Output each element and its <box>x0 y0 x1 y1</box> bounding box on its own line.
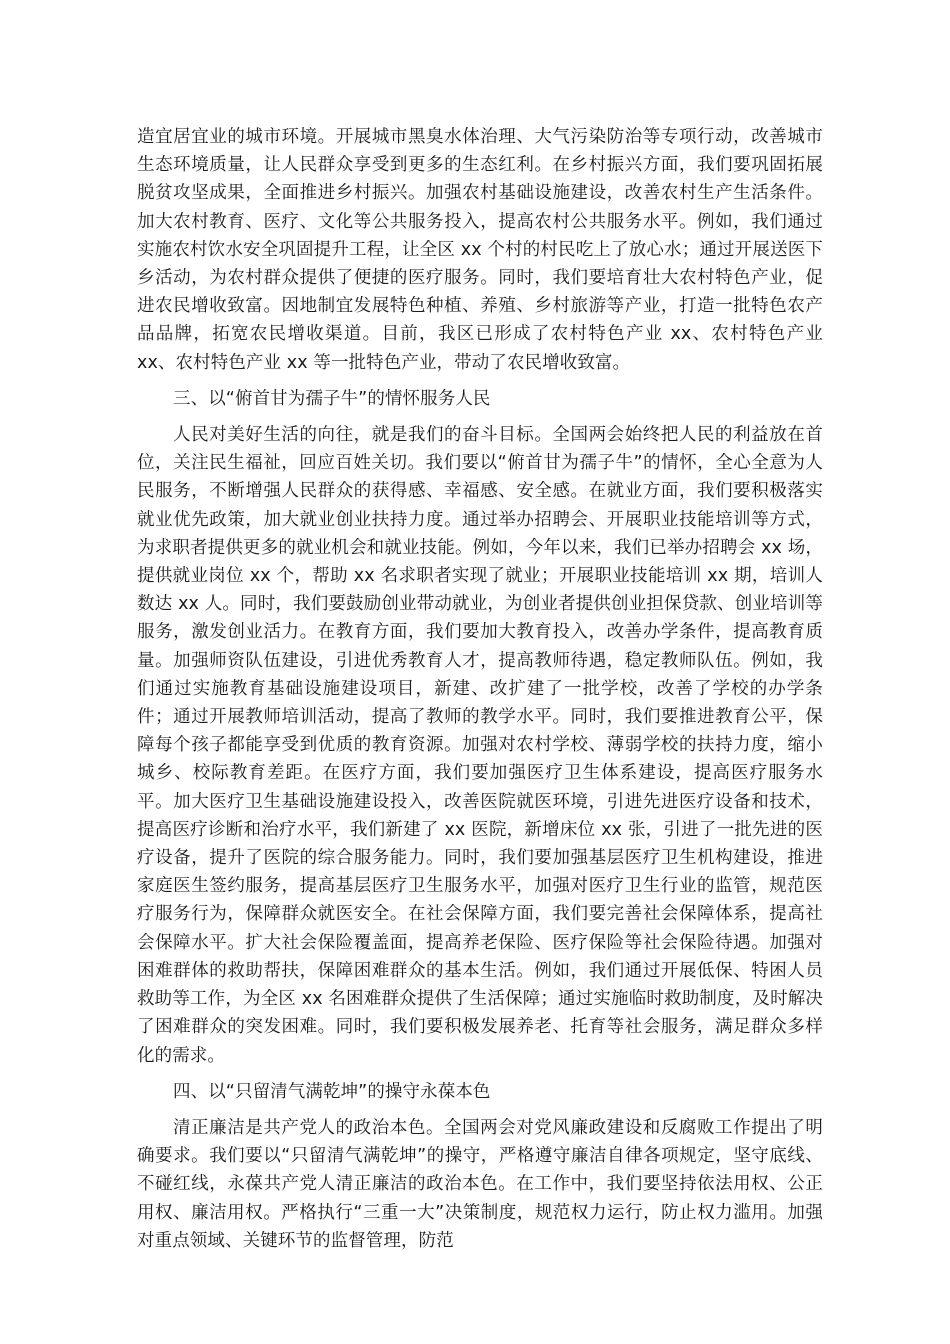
document-body <box>137 123 823 1255</box>
section-heading-three: 三、以“俯首甘为孺子牛”的情怀服务人民 <box>173 388 491 409</box>
section-heading-four: 四、以“只留清气满乾坤”的操守永葆本色 <box>173 1081 491 1102</box>
paragraph-rural-revitalization: 造宜居宜业的城市环境。开展城市黑臭水体治理、大气污染防治等专项行动，改善城市生态环境质量，让人民群众享受到更多的生态红利。在乡村振兴方面，我们要巩固拓展脱贫攻坚成果，全面推进乡村振兴。加强农村基础设施建设，改善农村生产生活条件。加大农村教育、医疗、文化等公共服务投入，提高农村公共服务水平。例如，我们通过实施农村饮水安全巩固提升工程，让全区 xx 个村的村民吃上了放心水；通过开展送医下乡活动，为农村群众提供了便捷的医疗服务。同时，我们要培育壮大农村特色产业，促进农民增收致富。因地制宜发展特色种植、养殖、乡村旅游等产业，打造一批特色农产品品牌，拓宽农民增收渠道。目前，我区已形成了农村特色产业 xx、农村特色产业 xx、农村特色产业 xx 等一批特色产业，带动了农民增收致富。 <box>137 127 823 373</box>
paragraph-integrity: 清正廉洁是共产党人的政治本色。全国两会对党风廉政建设和反腐败工作提出了明确要求。我们要以“只留清气满乾坤”的操守，严格遵守廉洁自律各项规定，坚守底线、不碰红线，永葆共产党人清正廉洁的政治本色。在工作中，我们要坚持依法用权、公正用权、廉洁用权。严格执行“三重一大”决策制度，规范权力运行，防止权力滥用。加强对重点领域、关键环节的监督管理，防范 <box>137 1117 823 1251</box>
paragraph-serve-people: 人民对美好生活的向往，就是我们的奋斗目标。全国两会始终把人民的利益放在首位，关注民生福祉，回应百姓关切。我们要以“俯首甘为孺子牛”的情怀，全心全意为人民服务，不断增强人民群众的获得感、幸福感、安全感。在就业方面，我们要积极落实就业优先政策，加大就业创业扶持力度。通过举办招聘会、开展职业技能培训等方式，为求职者提供更多的就业机会和就业技能。例如，今年以来，我们已举办招聘会 xx 场，提供就业岗位 xx 个，帮助 xx 名求职者实现了就业；开展职业技能培训 xx 期，培训人数达 xx 人。同时，我们要鼓励创业带动就业，为创业者提供创业担保贷款、创业培训等服务，激发创业活力。在教育方面，我们要加大教育投入，改善办学条件，提高教育质量。加强师资队伍建设，引进优秀教育人才，提高教师待遇，稳定教师队伍。例如，我们通过实施教育基础设施建设项目，新建、改扩建了一批学校，改善了学校的办学条件；通过开展教师培训活动，提高了教师的教学水平。同时，我们要推进教育公平，保障每个孩子都能享受到优质的教育资源。加强对农村学校、薄弱学校的扶持力度，缩小城乡、校际教育差距。在医疗方面，我们要加强医疗卫生体系建设，提高医疗服务水平。加大医疗卫生基础设施建设投入，改善医院就医环境，引进先进医疗设备和技术，提高医疗诊断和治疗水平，我们新建了 xx 医院，新增床位 xx 张，引进了一批先进的医疗设备，提升了医院的综合服务能力。同时，我们要加强基层医疗卫生机构建设，推进家庭医生签约服务，提高基层医疗卫生服务水平，加强对医疗卫生行业的监管，规范医疗服务行为，保障群众就医安全。在社会保障方面，我们要完善社会保障体系，提高社会保障水平。扩大社会保险覆盖面，提高养老保险、医疗保险等社会保险待遇。加强对困难群体的救助帮扶，保障困难群众的基本生活。例如，我们通过开展低保、特困人员救助等工作，为全区 xx 名困难群众提供了生活保障；通过实施临时救助制度，及时解决了困难群众的突发困难。同时，我们要积极发展养老、托育等社会服务，满足群众多样化的需求。 <box>137 425 823 1066</box>
